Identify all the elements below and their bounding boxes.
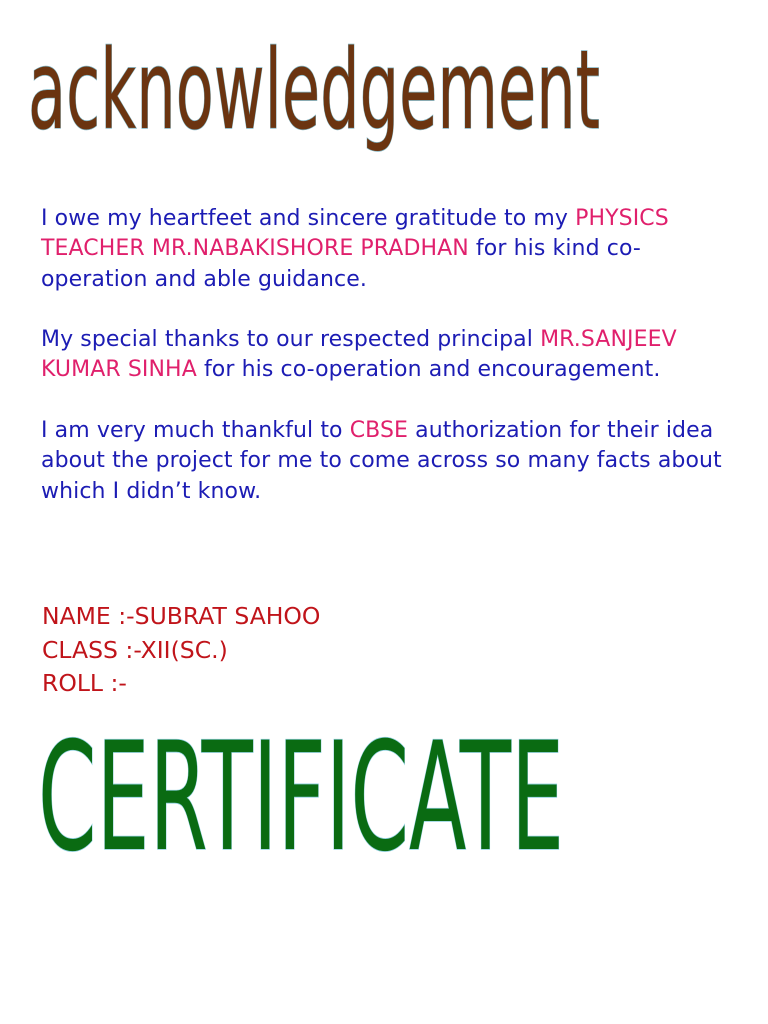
acknowledgement-heading (28, 26, 608, 164)
student-details (42, 600, 320, 701)
student-name: NAME :-SUBRAT SAHOO (42, 602, 321, 630)
paragraph-principal (41, 325, 741, 386)
acknowledgement-body (41, 204, 741, 537)
highlight-cbse: CBSE (349, 418, 409, 444)
paragraph-text: for his kind co-operation and able guidance. (41, 236, 641, 292)
paragraph-text: I owe my heartfeet and sincere gratitude to my (41, 206, 576, 231)
student-roll: ROLL :- (42, 669, 127, 697)
paragraph-text: I am very much thankful to (41, 418, 350, 444)
paragraph-text: My special thanks to our respected principal (41, 327, 541, 353)
paragraph-teacher (41, 204, 741, 295)
highlight-principal: MR.SANJEEV KUMAR SINHA (41, 327, 677, 383)
acknowledgement-heading-text: acknowledgement (28, 26, 600, 154)
certificate-heading (38, 711, 578, 885)
paragraph-text: authorization for their idea about the project for me to come across so many facts about which I didn’t know. (41, 418, 722, 504)
highlight-teacher: PHYSICS TEACHER MR.NABAKISHORE PRADHAN (41, 206, 669, 262)
student-class: CLASS :-XII(SC.) (42, 635, 228, 664)
certificate-heading-text: CERTIFICATE (38, 711, 564, 885)
paragraph-text: for his co-operation and encouragement. (196, 357, 661, 383)
paragraph-cbse (41, 416, 741, 507)
